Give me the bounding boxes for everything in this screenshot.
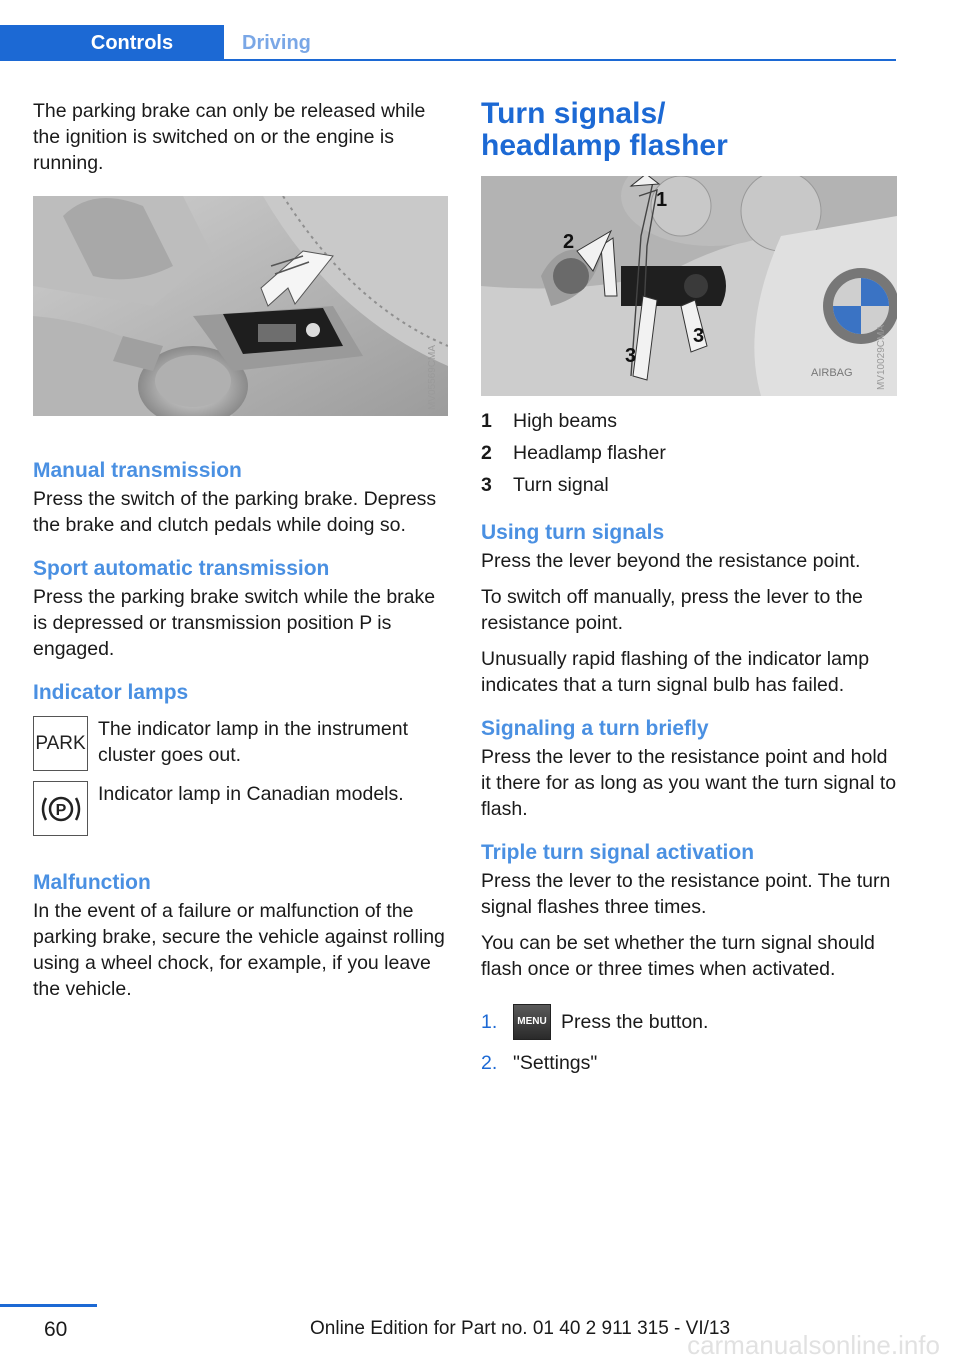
parking-brake-circle-icon: [39, 791, 83, 827]
figure-code-right: MV10029CMA: [876, 324, 887, 390]
tab-driving[interactable]: Driving: [242, 31, 311, 54]
step-text: Press the button.: [561, 1011, 709, 1033]
legend-item: [481, 472, 897, 498]
using-text-1: Press the lever beyond the resistance point.: [481, 550, 861, 572]
header-rule: [224, 59, 896, 61]
using-turn-signals-heading: Using turn signals: [481, 521, 665, 544]
malfunction-text: In the event of a failure or malfunction of the parking brake, secure the vehicle against rolling using a wheel chock, for example, if you leave the vehicle.: [33, 900, 445, 1000]
turn-signals-title: Turn signals/ headlamp flasher: [481, 97, 728, 162]
legend-item: [481, 408, 897, 434]
menu-button-icon: MENU: [513, 1004, 551, 1040]
parking-brake-illustration: [33, 196, 448, 416]
manual-transmission-heading: Manual transmission: [33, 459, 242, 482]
legend-text: Turn signal: [513, 474, 609, 496]
figure-label-3-bottom: 3: [625, 345, 637, 367]
step-item: [481, 1004, 897, 1040]
signaling-briefly-heading: Signaling a turn briefly: [481, 717, 709, 740]
using-text-3: Unusually rapid flashing of the indicator lamp indicates that a turn signal bulb has failed.: [481, 648, 870, 696]
header-tabs: [0, 25, 311, 61]
indicator-canada-text: Indicator lamp in Canadian models.: [98, 783, 404, 805]
indicator-park-text: The indicator lamp in the instrument cluster goes out.: [98, 718, 408, 766]
legend-text: Headlamp flasher: [513, 442, 666, 464]
step-number: 2.: [481, 1052, 498, 1074]
turn-signal-figure: [481, 176, 897, 396]
legend-item: [481, 440, 897, 466]
signaling-briefly-text: Press the lever to the resistance point and hold it there for as long as you want the turn signal to flash.: [481, 746, 897, 820]
parking-brake-figure: [33, 196, 448, 416]
tab-controls[interactable]: Controls: [0, 25, 224, 61]
figure-code: MV05569CMA: [427, 344, 438, 410]
figure-label-3-top: 1: [656, 189, 668, 211]
triple-text-2: You can be set whether the turn signal should flash once or three times when activated.: [481, 932, 875, 980]
sport-automatic-heading: Sport automatic transmission: [33, 557, 330, 580]
legend-number: 2: [481, 442, 492, 464]
page-number: 60: [44, 1318, 68, 1341]
park-lamp-label: PARK: [35, 732, 86, 754]
figure-label-2: 3: [693, 325, 705, 347]
using-text-2: To switch off manually, press the lever to the resistance point.: [481, 586, 863, 634]
indicator-canada-row: [33, 781, 448, 836]
indicator-lamps-heading: Indicator lamps: [33, 681, 189, 704]
intro-paragraph: The parking brake can only be released while the ignition is switched on or the engine is running.: [33, 100, 426, 174]
watermark: carmanualsonline.info: [687, 1330, 940, 1360]
indicator-park-row: [33, 716, 448, 771]
figure-label-1: 2: [563, 231, 575, 253]
figure-legend: [481, 408, 897, 498]
left-column: [33, 98, 448, 1012]
figure-airbag-label: AIRBAG: [811, 367, 853, 379]
manual-transmission-text: Press the switch of the parking brake. Depress the brake and clutch pedals while doing so.: [33, 488, 437, 536]
legend-number: 1: [481, 410, 492, 432]
park-lamp-icon: [33, 716, 88, 771]
malfunction-heading: Malfunction: [33, 871, 151, 894]
step-item: [481, 1050, 897, 1076]
turn-signal-illustration: [481, 176, 897, 396]
canadian-parking-lamp-icon: [33, 781, 88, 836]
step-number: 1.: [481, 1011, 498, 1033]
step-text: "Settings": [513, 1052, 598, 1074]
legend-text: High beams: [513, 410, 618, 432]
right-column: [481, 98, 897, 1078]
sport-automatic-text: Press the parking brake switch while the brake is depressed or transmission position P is engaged.: [33, 586, 436, 660]
triple-text-1: Press the lever to the resistance point. The turn signal flashes three times.: [481, 870, 891, 918]
footer-rule: [0, 1304, 97, 1307]
canadian-lamp-letter: P: [55, 801, 66, 819]
edition-label: Online Edition for Part no. 01 40 2 911 315 - VI/13: [310, 1318, 731, 1339]
legend-number: 3: [481, 474, 492, 496]
triple-turn-signal-heading: Triple turn signal activation: [481, 841, 755, 864]
